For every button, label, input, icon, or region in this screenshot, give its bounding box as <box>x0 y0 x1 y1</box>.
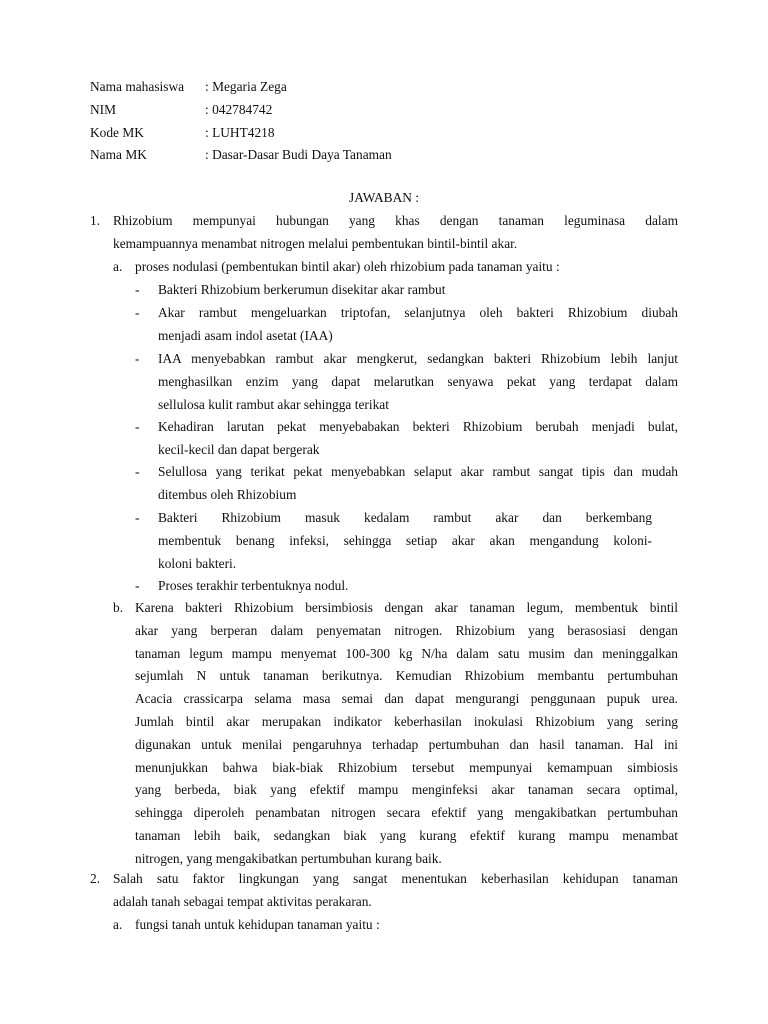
info-label: Nama MK <box>90 147 147 163</box>
bullet-line: menghasilkan enzim yang dapat melarutkan senyawa pekat yang terdapat dalam <box>158 373 678 389</box>
bullet-dash: - <box>135 419 140 434</box>
bullet-line: membentuk benang infeksi, sehingga setiap akar akan mengandung koloni- <box>158 532 652 548</box>
q1-line: kemampuannya menambat nitrogen melalui pembentukan bintil-bintil akar. <box>113 235 518 251</box>
bullet-dash: - <box>135 305 140 320</box>
info-row-course-code <box>90 122 392 145</box>
q1b-line: nitrogen, yang mengakibatkan pertumbuhan kurang baik. <box>135 850 442 866</box>
bullet-line: menjadi asam indol asetat (IAA) <box>158 327 333 343</box>
q2-line: adalah tanah sebagai tempat aktivitas perakaran. <box>113 893 372 909</box>
bullet-dash: - <box>135 510 140 525</box>
q1b-line: digunakan untuk menilai pengaruhnya terhadap pertumbuhan dan hasil tanaman. Hal ini <box>135 736 678 752</box>
bullet-item <box>158 348 678 416</box>
bullet-item <box>158 279 678 302</box>
q1b-line: sehingga diperoleh penambatan nitrogen secara efektif yang mengakibatkan pertumbuhan <box>135 805 678 821</box>
bullet-dash: - <box>135 351 140 366</box>
q1-line: Rhizobium mempunyai hubungan yang khas dengan tanaman leguminasa dalam <box>113 213 678 228</box>
bullet-item <box>158 416 678 462</box>
q1b-line: tanaman legum mampu menyemat 100-300 kg N/ha dalam satu musim dan meninggalkan <box>135 645 678 661</box>
info-row-nim <box>90 99 392 122</box>
bullet-item <box>158 575 678 598</box>
q1b-line: sejumlah N untuk tanaman berikutnya. Kemudian Rhizobium membantu pertumbuhan <box>135 668 678 684</box>
bullet-dash: - <box>135 578 140 593</box>
q1b-line: menunjukkan bahwa biak-biak Rhizobium tersebut mempunyai kemampuan simbiosis <box>135 759 678 775</box>
student-info <box>90 76 392 167</box>
q1-number: 1. <box>90 213 101 228</box>
bullet-dash: - <box>135 464 140 479</box>
bullet-line: Kehadiran larutan pekat menyebabakan bekteri Rhizobium berubah menjadi bulat, <box>158 419 678 434</box>
bullet-line: sellulosa kulit rambut akar sehingga terikat <box>158 396 389 412</box>
q1b-line: akar yang berperan dalam penyematan nitrogen. Rhizobium yang berasosiasi dengan <box>135 622 678 638</box>
bullet-line: kecil-kecil dan dapat bergerak <box>158 441 320 457</box>
q1b-line: yang berbeda, biak yang efektif mampu menginfeksi akar tanaman secara optimal, <box>135 782 678 798</box>
bullet-line: IAA menyebabkan rambut akar mengkerut, sedangkan bakteri Rhizobium lebih lanjut <box>158 351 678 366</box>
q1b-line: Jumlah bintil akar merupakan indikator keberhasilan inokulasi Rhizobium yang sering <box>135 713 678 729</box>
bullet-line: Akar rambut mengeluarkan triptofan, selanjutnya oleh bakteri Rhizobium diubah <box>158 305 678 320</box>
q2a-marker: a. <box>113 917 123 932</box>
info-value: : Megaria Zega <box>205 79 287 94</box>
info-label: Nama mahasiswa <box>90 79 185 94</box>
q1b-marker: b. <box>113 600 124 615</box>
q2-line: Salah satu faktor lingkungan yang sangat menentukan keberhasilan kehidupan tanaman <box>113 871 678 886</box>
q1b-line: Karena bakteri Rhizobium bersimbiosis dengan akar tanaman legum, membentuk bintil <box>135 600 678 615</box>
bullet-item <box>158 507 652 575</box>
page-title: JAWABAN : <box>349 190 419 205</box>
q1a-text: proses nodulasi (pembentukan bintil akar) oleh rhizobium pada tanaman yaitu : <box>135 259 560 274</box>
info-value: : Dasar-Dasar Budi Daya Tanaman <box>205 147 392 163</box>
q2a-text: fungsi tanah untuk kehidupan tanaman yaitu : <box>135 917 380 932</box>
bullet-item <box>158 302 678 348</box>
bullet-line: Proses terakhir terbentuknya nodul. <box>158 578 349 593</box>
q1b-text <box>135 597 678 871</box>
bullet-dash: - <box>135 282 140 297</box>
bullet-item <box>158 461 678 507</box>
q1b-line: tanaman lebih baik, sedangkan biak yang kurang efektif kurang mampu menambat <box>135 827 678 843</box>
q1b-line: Acacia crassicarpa selama masa semai dan dapat mengurangi penggunaan pupuk urea. <box>135 691 678 707</box>
bullet-line: ditembus oleh Rhizobium <box>158 486 297 502</box>
bullet-line: Bakteri Rhizobium masuk kedalam rambut akar dan berkembang <box>158 510 652 525</box>
q1a-marker: a. <box>113 259 123 274</box>
q2-number: 2. <box>90 871 101 886</box>
q1-text <box>113 210 678 256</box>
q2-text <box>113 868 678 914</box>
info-value: : LUHT4218 <box>205 124 275 140</box>
info-value: : 042784742 <box>205 101 273 117</box>
info-label: NIM <box>90 101 117 117</box>
info-row-name <box>90 76 392 99</box>
bullet-line: Selullosa yang terikat pekat menyebabkan selaput akar rambut sangat tipis dan mudah <box>158 464 678 479</box>
bullet-line: Bakteri Rhizobium berkerumun disekitar akar rambut <box>158 282 446 297</box>
info-label: Kode MK <box>90 124 144 140</box>
bullet-line: koloni bakteri. <box>158 555 237 571</box>
info-row-course-name <box>90 144 392 167</box>
